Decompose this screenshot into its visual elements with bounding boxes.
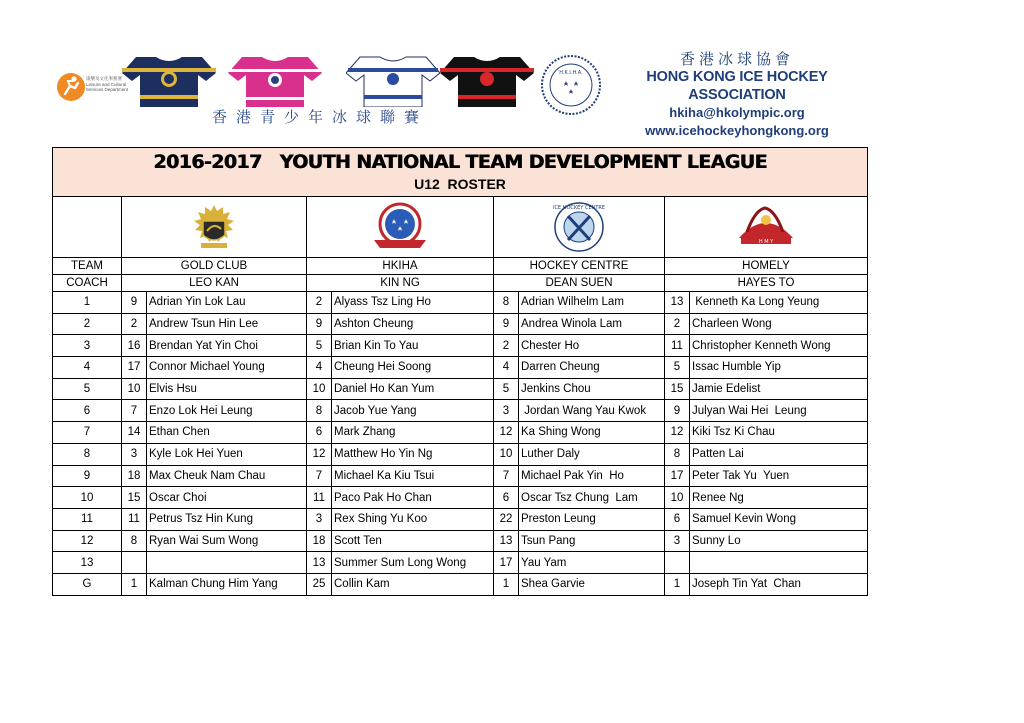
jersey-number: 3 bbox=[307, 508, 332, 530]
player-name: Oscar Tsz Chung Lam bbox=[519, 487, 665, 509]
lcsd-text: 康樂及文化事務署 Leisure and Cultural Services Department bbox=[86, 76, 129, 92]
jersey-number: 13 bbox=[665, 292, 690, 314]
pink-jersey-icon bbox=[228, 55, 322, 107]
row-label: 6 bbox=[53, 400, 122, 422]
table-row bbox=[53, 530, 868, 552]
association-website: www.icehockeyhongkong.org bbox=[645, 123, 829, 138]
jersey-number: 17 bbox=[122, 357, 147, 379]
title-row bbox=[53, 148, 868, 197]
player-name: Michael Pak Yin Ho bbox=[519, 465, 665, 487]
table-row bbox=[53, 357, 868, 379]
player-name: Ashton Cheung bbox=[332, 313, 494, 335]
player-name: Enzo Lok Hei Leung bbox=[147, 400, 307, 422]
roster-title: 2016-2017 YOUTH NATIONAL TEAM DEVELOPMENT LEAGUE bbox=[153, 151, 767, 173]
player-name: Adrian Wilhelm Lam bbox=[519, 292, 665, 314]
player-name: Samuel Kevin Wong bbox=[690, 508, 868, 530]
jersey-number: 1 bbox=[494, 573, 519, 595]
player-name: Jamie Edelist bbox=[690, 378, 868, 400]
hkiha-seal-icon bbox=[540, 52, 602, 118]
player-name: Connor Michael Young bbox=[147, 357, 307, 379]
player-name: Ethan Chen bbox=[147, 422, 307, 444]
coach-label: COACH bbox=[53, 275, 122, 292]
black-jersey-icon bbox=[440, 55, 534, 107]
jersey-number: 12 bbox=[665, 422, 690, 444]
row-label: 10 bbox=[53, 487, 122, 509]
jersey-number: 12 bbox=[494, 422, 519, 444]
jersey-number: 10 bbox=[494, 443, 519, 465]
jersey-number bbox=[665, 552, 690, 574]
row-label: 5 bbox=[53, 378, 122, 400]
team-name: HOCKEY CENTRE bbox=[494, 258, 665, 275]
logo-row-label bbox=[53, 197, 122, 258]
jersey-number: 3 bbox=[494, 400, 519, 422]
jersey-number: 6 bbox=[494, 487, 519, 509]
player-name: Renee Ng bbox=[690, 487, 868, 509]
team-logo-cell bbox=[307, 197, 494, 258]
row-label: G bbox=[53, 573, 122, 595]
player-name: Charleen Wong bbox=[690, 313, 868, 335]
jersey-number: 2 bbox=[307, 292, 332, 314]
player-name bbox=[690, 552, 868, 574]
jersey-number: 7 bbox=[494, 465, 519, 487]
jersey-number: 4 bbox=[494, 357, 519, 379]
player-name: Joseph Tin Yat Chan bbox=[690, 573, 868, 595]
player-name: Kenneth Ka Long Yeung bbox=[690, 292, 868, 314]
jersey-number: 8 bbox=[307, 400, 332, 422]
row-label: 11 bbox=[53, 508, 122, 530]
table-row bbox=[53, 508, 868, 530]
jersey-number bbox=[122, 552, 147, 574]
team-name: GOLD CLUB bbox=[122, 258, 307, 275]
roster-table bbox=[52, 147, 868, 596]
jersey-number: 8 bbox=[665, 443, 690, 465]
gold-club-crest-icon bbox=[183, 201, 245, 253]
association-name-english: HONG KONG ICE HOCKEY ASSOCIATION bbox=[646, 69, 828, 103]
team-row bbox=[53, 258, 868, 275]
team-label: TEAM bbox=[53, 258, 122, 275]
roster-subtitle: U12 ROSTER bbox=[414, 176, 506, 192]
jersey-number: 17 bbox=[494, 552, 519, 574]
jersey-number: 6 bbox=[307, 422, 332, 444]
jersey-number: 14 bbox=[122, 422, 147, 444]
jersey-number: 11 bbox=[307, 487, 332, 509]
jersey-number: 17 bbox=[665, 465, 690, 487]
jersey-number: 5 bbox=[494, 378, 519, 400]
team-logo-cell bbox=[122, 197, 307, 258]
jersey-number: 6 bbox=[665, 508, 690, 530]
team-logo-cell bbox=[494, 197, 665, 258]
jersey-number: 10 bbox=[665, 487, 690, 509]
jersey-number: 15 bbox=[122, 487, 147, 509]
jersey-number: 2 bbox=[122, 313, 147, 335]
player-name: Ryan Wai Sum Wong bbox=[147, 530, 307, 552]
coach-name: KIN NG bbox=[307, 275, 494, 292]
jersey-number: 7 bbox=[307, 465, 332, 487]
player-name: Brian Kin To Yau bbox=[332, 335, 494, 357]
table-row bbox=[53, 422, 868, 444]
player-name: Matthew Ho Yin Ng bbox=[332, 443, 494, 465]
jersey-number: 7 bbox=[122, 400, 147, 422]
jersey-number: 4 bbox=[307, 357, 332, 379]
player-name: Kiki Tsz Ki Chau bbox=[690, 422, 868, 444]
lcsd-runner-icon bbox=[56, 72, 86, 102]
player-name: Julyan Wai Hei Leung bbox=[690, 400, 868, 422]
table-row bbox=[53, 378, 868, 400]
jersey-number: 1 bbox=[122, 573, 147, 595]
coach-name: DEAN SUEN bbox=[494, 275, 665, 292]
table-row bbox=[53, 313, 868, 335]
player-name: Yau Yam bbox=[519, 552, 665, 574]
player-name: Kyle Lok Hei Yuen bbox=[147, 443, 307, 465]
player-name: Scott Ten bbox=[332, 530, 494, 552]
player-name: Tsun Pang bbox=[519, 530, 665, 552]
player-name: Collin Kam bbox=[332, 573, 494, 595]
player-name: Mark Zhang bbox=[332, 422, 494, 444]
gold-club-jersey-icon bbox=[122, 55, 216, 107]
jersey-number: 2 bbox=[665, 313, 690, 335]
jersey-number: 10 bbox=[122, 378, 147, 400]
coach-name: HAYES TO bbox=[665, 275, 868, 292]
player-name: Rex Shing Yu Koo bbox=[332, 508, 494, 530]
player-name: Jenkins Chou bbox=[519, 378, 665, 400]
player-name: Kalman Chung Him Yang bbox=[147, 573, 307, 595]
team-name: HKIHA bbox=[307, 258, 494, 275]
player-name: Max Cheuk Nam Chau bbox=[147, 465, 307, 487]
association-name-chinese: 香港冰球協會 bbox=[679, 50, 794, 68]
player-name: Adrian Yin Lok Lau bbox=[147, 292, 307, 314]
player-name: Petrus Tsz Hin Kung bbox=[147, 508, 307, 530]
row-label: 3 bbox=[53, 335, 122, 357]
jersey-number: 2 bbox=[494, 335, 519, 357]
table-row bbox=[53, 335, 868, 357]
association-email: hkiha@hkolympic.org bbox=[669, 105, 805, 120]
row-label: 13 bbox=[53, 552, 122, 574]
player-name: Cheung Hei Soong bbox=[332, 357, 494, 379]
player-name: Peter Tak Yu Yuen bbox=[690, 465, 868, 487]
jersey-number: 9 bbox=[307, 313, 332, 335]
jersey-number: 16 bbox=[122, 335, 147, 357]
jersey-number: 3 bbox=[122, 443, 147, 465]
player-name: Preston Leung bbox=[519, 508, 665, 530]
player-name: Sunny Lo bbox=[690, 530, 868, 552]
player-name: Shea Garvie bbox=[519, 573, 665, 595]
player-name: Darren Cheung bbox=[519, 357, 665, 379]
row-label: 8 bbox=[53, 443, 122, 465]
table-row bbox=[53, 552, 868, 574]
player-name: Elvis Hsu bbox=[147, 378, 307, 400]
jersey-number: 5 bbox=[665, 357, 690, 379]
jersey-number: 13 bbox=[307, 552, 332, 574]
player-name: Patten Lai bbox=[690, 443, 868, 465]
jersey-number: 9 bbox=[665, 400, 690, 422]
player-name: Luther Daly bbox=[519, 443, 665, 465]
jersey-number: 8 bbox=[494, 292, 519, 314]
jersey-number: 11 bbox=[122, 508, 147, 530]
jersey-number: 15 bbox=[665, 378, 690, 400]
table-row bbox=[53, 443, 868, 465]
jersey-number: 12 bbox=[307, 443, 332, 465]
player-name: Andrea Winola Lam bbox=[519, 313, 665, 335]
title-cell bbox=[53, 148, 868, 197]
row-label: 4 bbox=[53, 357, 122, 379]
association-block bbox=[606, 50, 868, 140]
jersey-number: 8 bbox=[122, 530, 147, 552]
jersey-number: 1 bbox=[665, 573, 690, 595]
player-name: Chester Ho bbox=[519, 335, 665, 357]
player-name: Jacob Yue Yang bbox=[332, 400, 494, 422]
player-name: Andrew Tsun Hin Lee bbox=[147, 313, 307, 335]
seal-text: H.K.I.H.A. bbox=[559, 70, 583, 76]
team-name: HOMELY bbox=[665, 258, 868, 275]
player-name: Summer Sum Long Wong bbox=[332, 552, 494, 574]
jersey-number: 13 bbox=[494, 530, 519, 552]
jersey-number: 9 bbox=[494, 313, 519, 335]
homely-crest-icon bbox=[729, 200, 803, 254]
jersey-number: 18 bbox=[122, 465, 147, 487]
lcsd-logo bbox=[56, 70, 128, 106]
player-name: Oscar Choi bbox=[147, 487, 307, 509]
player-name: Christopher Kenneth Wong bbox=[690, 335, 868, 357]
player-name: Alyass Tsz Ling Ho bbox=[332, 292, 494, 314]
player-name: Issac Humble Yip bbox=[690, 357, 868, 379]
player-rows bbox=[53, 292, 868, 596]
row-label: 7 bbox=[53, 422, 122, 444]
table-row bbox=[53, 487, 868, 509]
jersey-number: 5 bbox=[307, 335, 332, 357]
player-name: Daniel Ho Kan Yum bbox=[332, 378, 494, 400]
svg-text:ICE HOCKEY CENTRE: ICE HOCKEY CENTRE bbox=[552, 205, 606, 211]
white-jersey-icon bbox=[346, 55, 440, 107]
player-name: Brendan Yat Yin Choi bbox=[147, 335, 307, 357]
row-label: 2 bbox=[53, 313, 122, 335]
jersey-number: 22 bbox=[494, 508, 519, 530]
coach-row bbox=[53, 275, 868, 292]
table-row bbox=[53, 400, 868, 422]
row-label: 9 bbox=[53, 465, 122, 487]
jersey-number: 25 bbox=[307, 573, 332, 595]
jersey-number: 3 bbox=[665, 530, 690, 552]
jersey-number: 9 bbox=[122, 292, 147, 314]
table-row bbox=[53, 573, 868, 595]
league-name-chinese: 香港青少年冰球聯賽 bbox=[212, 108, 429, 126]
jersey-number: 11 bbox=[665, 335, 690, 357]
hkiha-crest-icon bbox=[368, 200, 432, 254]
player-name: Jordan Wang Yau Kwok bbox=[519, 400, 665, 422]
jersey-number: 18 bbox=[307, 530, 332, 552]
ice-hockey-centre-icon bbox=[548, 200, 610, 254]
team-logo-cell bbox=[665, 197, 868, 258]
player-name: Michael Ka Kiu Tsui bbox=[332, 465, 494, 487]
player-name: Ka Shing Wong bbox=[519, 422, 665, 444]
table-row bbox=[53, 292, 868, 314]
row-label: 12 bbox=[53, 530, 122, 552]
row-label: 1 bbox=[53, 292, 122, 314]
logo-row bbox=[53, 197, 868, 258]
table-row bbox=[53, 465, 868, 487]
svg-text:H M Y: H M Y bbox=[758, 239, 774, 245]
jersey-number: 10 bbox=[307, 378, 332, 400]
player-name: Paco Pak Ho Chan bbox=[332, 487, 494, 509]
player-name bbox=[147, 552, 307, 574]
coach-name: LEO KAN bbox=[122, 275, 307, 292]
